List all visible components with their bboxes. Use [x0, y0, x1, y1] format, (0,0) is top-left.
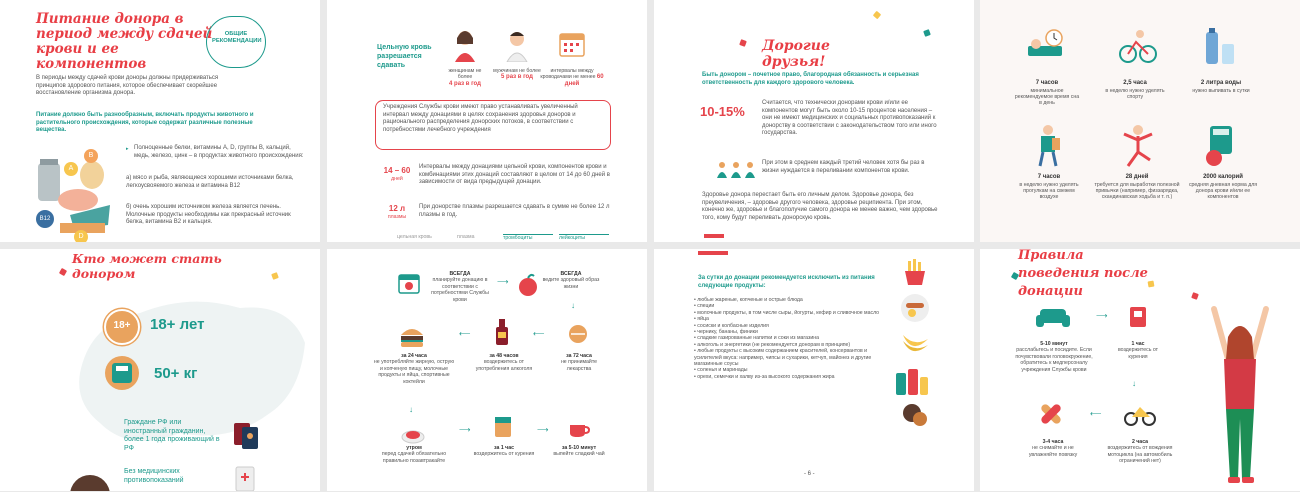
cigarettes-icon — [1126, 305, 1150, 329]
panel-before-donation: ВСЕГДА планируйте донацию в соответствии с потребностями Службы крови ВСЕГДА ведите здоровый образ жизни ⟶ ↓ за 24 часа не употребляйте жирную, острую и копченую пищу, молочные продукты и яйца, спортивные коктейли за 48 часов воздержитесь от употребления алкоголя за 72 часа не принимайте лекарства ⟵ ⟵ ↓ утром перед сдачей обязательно правильно позавтракайте за 1 час воздержитесь от курения за 5-10 минут выпейте сладкий чай ⟶ ⟶ — [327, 249, 647, 491]
always-plan-heading: ВСЕГДА — [449, 271, 471, 277]
panel-after-donation: Правила поведения после донации 5-10 минут расслабьтесь и посидите. Если почувствовали головокружение, обратитесь к медперсоналу учреждения Службы крови 1 час воздержитесь от курения ⟶ ↓ 3-4 часа не снимайте и не увлажняйте повязку 2 часа воздержитесь от вождения мотоцикла (на автомобиль ограничений нет) ⟵ — [980, 249, 1300, 491]
tab-leukocytes: лейкоциты — [559, 234, 609, 242]
scale-icon — [104, 355, 140, 391]
panel-who-can-donate — [0, 249, 320, 491]
before-1h-text: воздержитесь от курения — [473, 451, 535, 458]
men-limit-value: 5 раз в год — [501, 74, 533, 81]
habit-calories-text: средняя дневная норма для донора крови и/или ее компонентов — [1188, 181, 1258, 201]
after-1h-text: воздержитесь от курения — [1117, 347, 1159, 360]
always-healthy-text: ведите здоровый образ жизни — [542, 277, 600, 290]
habit-walk-value: 7 часов — [1037, 174, 1061, 180]
nutrition-bullet-3: б) очень хорошим источником железа является печень. Молочные продукты необходимы как прекрасный источник белка, витамина B2 и кальция. — [126, 204, 291, 225]
woman-icon — [453, 28, 477, 62]
weight-requirement: 50+ кг — [154, 365, 198, 382]
man-icon — [505, 28, 529, 62]
before-24h-heading: за 24 часа — [401, 353, 427, 359]
habit-water-value: 2 литра воды — [1200, 80, 1242, 86]
after-2h-text: воздержитесь от вождения мотоцикла (на автомобиль ограничений нет) — [1107, 445, 1173, 465]
food-item: • сладкие газированные напитки и соки из магазина — [694, 335, 820, 342]
age-badge: 18+ — [113, 320, 131, 331]
calculator-icon — [1204, 124, 1236, 168]
before-72h-heading: за 72 часа — [566, 353, 592, 359]
no-contraindications: Без медицинских противопоказаний — [124, 468, 184, 484]
whole-blood-caption: Цельную кровь разрешается сдавать — [377, 44, 432, 69]
tab-platelets: тромбоциты — [503, 234, 553, 242]
foods-heading: За сутки до донации рекомендуется исключить из питания следующие продукты: — [698, 275, 875, 289]
page-number: - 6 - — [804, 471, 815, 477]
after-5min-text: расслабьтесь и посидите. Если почувствовали головокружение, обратитесь к медперсоналу учреждения Службы крови — [1015, 347, 1093, 373]
habit-sport-text: в неделю нужно уделять спорту — [1105, 87, 1165, 100]
after-2h-heading: 2 часа — [1131, 439, 1149, 445]
interval-range-text: Интервалы между донациями цельной крови, компонентов крови и комбинациями этих донаций составляют в целом от 14 до 60 дней в зависимости от вида предыдущей донации. — [419, 164, 610, 185]
always-healthy-heading: ВСЕГДА — [560, 271, 582, 277]
exercise-icon — [1120, 124, 1156, 168]
habit-28days-value: 28 дней — [1125, 174, 1149, 180]
habit-28days-text: требуется для выработки полезной привычки (например, физзарядка, скандинавская ходьба и т. п.) — [1094, 181, 1180, 201]
food-item: • соленья и маринады — [694, 367, 748, 374]
men-limit-text: мужчинам не более — [493, 68, 541, 74]
donor-percent: 10-15% — [700, 104, 745, 119]
people-icon — [716, 160, 756, 180]
vitamin-d-badge: D — [74, 230, 88, 242]
food-item: • яйца — [694, 316, 709, 323]
food-item: • сосиски и колбасные изделия — [694, 322, 769, 329]
food-item: • орехи, семечки и халву из-за высокого содержания жира — [694, 373, 835, 380]
habit-calories-value: 2000 калорий — [1203, 174, 1243, 180]
habit-sleep-value: 7 часов — [1035, 80, 1059, 86]
plasma-limit-text: При донорстве плазмы разрешается сдавать в сумме не более 12 л плазмы в год. — [419, 204, 610, 218]
panel-dear-friends — [654, 0, 974, 242]
before-24h-text: не употребляйте жирную, острую и копченую пищу, молочные продукты и яйца, спортивные коктейли — [373, 359, 455, 385]
pill-icon — [567, 323, 589, 345]
panel-healthy-habits — [980, 0, 1300, 242]
before-48h-heading: за 48 часов — [489, 353, 519, 359]
calendar-icon — [559, 30, 585, 58]
nuts-icon — [900, 399, 930, 429]
vitamin-b-badge: B — [84, 149, 98, 163]
interval-text: интервалы между кроводачами не менее — [540, 68, 596, 81]
panel-donation-intervals — [327, 0, 647, 242]
vitamin-a-badge: A — [64, 162, 78, 176]
age-requirement: 18+ лет — [150, 316, 205, 333]
habit-water-text: нужно выпивать в сутки — [1192, 87, 1250, 94]
morning-heading: утром — [406, 445, 422, 451]
nutrition-intro: В периоды между сдачей крови доноры должны придерживаться принципов здорового питания, которое обеспечивает скорейшее восстановление организма донора. — [36, 75, 219, 96]
morning-text: перед сдачей обязательно правильно позавтракайте — [381, 451, 447, 464]
armchair-icon — [1036, 305, 1070, 329]
before-1h-heading: за 1 час — [494, 445, 514, 451]
habit-sleep-text: минимальное рекомендуемое время сна в день — [1014, 87, 1080, 107]
food-item: • любые продукты с высоким содержанием красителей, консервантов и усилителей вкуса: например, чипсы и сухарики, кетчуп, майонез и другие магазинные соусы — [694, 348, 872, 368]
recommend-badge: ОБЩИЕ РЕКОМЕНДАЦИИ — [212, 31, 262, 44]
apple-icon — [517, 273, 539, 297]
always-plan-text: планируйте донацию в соответствии с потребностями Службы крови — [431, 277, 489, 303]
women-limit-text: женщинам не более — [448, 68, 482, 81]
after-3h-heading: 3-4 часа — [1042, 439, 1064, 445]
sausage-plate-icon — [900, 293, 930, 323]
dear-friends-lead: Быть донором – почетное право, благородная обязанность и серьезная ответственность для каждого здорового человека. — [702, 72, 919, 86]
panel-nutrition: Питание донора в период между сдачей крови и ее компонентов ОБЩИЕ РЕКОМЕНДАЦИИ В периоды между сдачей крови доноры должны придерживаться принципов здорового питания, которое обеспечивает скорейшее восстановление организма донора. Питание должно быть разнообразным, включать продукты животного и растительного происхождения, которые содержат различные полезные вещества. B A B12 D ▸ Полноценные белки, витамины А, D, группы В, кальций, медь, железо, цинк – в продуктах животного происхождения: а) мясо и рыба, являющиеся хорошими источниками белка, легкоусвояемого железа и витамина B12 б) очень хорошим источником железа является печень. Молочные продукты необходимы как прекрасный источник белка, витамина B2 и кальция. — [0, 0, 320, 242]
sleep-icon — [1026, 28, 1066, 64]
fries-icon — [900, 259, 930, 285]
motorcycle-icon — [1124, 399, 1156, 427]
after-1h-heading: 1 час — [1131, 341, 1145, 347]
passport-icon — [232, 421, 260, 451]
interval-value: 60 дней — [564, 74, 604, 87]
food-item: • молочные продукты, в том числе сыры, йогурты, кефир и сливочное масло — [694, 309, 880, 316]
tab-whole-blood: цельная кровь — [397, 234, 432, 240]
nutrition-title: Питание донора в период между сдачей крови и ее компонентов — [36, 11, 213, 72]
tea-icon — [567, 419, 591, 439]
calendar-check-icon — [397, 271, 421, 295]
after-donation-title: Правила поведения после донации — [1018, 249, 1148, 299]
before-5min-text: выпейте сладкий чай — [553, 451, 605, 458]
drinks-icon — [894, 367, 930, 397]
interval-note: Учреждения Службы крови имеют право устанавливать увеличенный интервал между донациями в целях сохранения здоровья доноров и рационального распределения донорских потоков, в соответствии с потребностями лечебного учреждения — [383, 104, 578, 133]
food-item: • любые жареные, копченые и острые блюда — [694, 297, 803, 303]
plasma-limit-value: 12 л — [388, 204, 406, 213]
women-limit-value: 4 раз в год — [449, 80, 481, 87]
burger-icon — [399, 325, 425, 349]
food-item: • алкоголь и энергетики (не рекомендуется донорам в принципе) — [694, 341, 851, 348]
nutrition-bold: Питание должно быть разнообразным, включать продукты животного и растительного происхождения, которые содержат различные полезные вещества. — [36, 112, 254, 133]
alcohol-icon — [493, 317, 513, 347]
banana-icon — [900, 329, 930, 355]
habit-walk-text: в неделю нужно уделять прогулкам на свежем воздухе — [1019, 181, 1079, 201]
panel-foods-to-avoid — [654, 249, 974, 491]
no-smoking-icon — [491, 413, 515, 441]
citizenship-requirement: Граждане РФ или иностранный гражданин, более 1 года проживающий в РФ — [124, 419, 220, 452]
foods-list — [694, 297, 894, 380]
interval-range-value: 14 – 60 — [383, 166, 411, 175]
bandage-icon — [1036, 399, 1066, 429]
food-item: • чернику, бананы, финики — [694, 329, 758, 336]
nutrition-bullet-1: Полноценные белки, витамины А, D, группы В, кальций, медь, железо, цинк – в продуктах животного происхождения: — [134, 145, 304, 159]
dear-friends-title: Дорогие друзья! — [762, 38, 830, 70]
before-5min-heading: за 5-10 минут — [561, 445, 597, 451]
medical-doc-icon — [232, 465, 258, 491]
water-icon — [1202, 26, 1238, 66]
before-72h-text: не принимайте лекарства — [560, 359, 598, 372]
after-5min-heading: 5-10 минут — [1040, 341, 1068, 347]
nutrition-bullet-2: а) мясо и рыба, являющиеся хорошими источниками белка, легкоусвояемого железа и витамина B12 — [126, 175, 294, 189]
who-can-donate-title: Кто может стать донором — [72, 251, 222, 281]
donor-percent-text: Считается, что технически донорами крови и/или ее компонентов могут быть около 10-15 процентов населения – они не имеют медицинских и социальных противопоказаний к донорству в соответствии с законодательством того или иного государства. — [762, 100, 937, 136]
cycling-icon — [1118, 26, 1158, 64]
vitamin-b12-badge: B12 — [36, 210, 54, 228]
tab-plasma: плазма — [457, 234, 475, 240]
donor-health-text: Здоровье донора перестает быть его личным делом. Здоровье донора, без преувеличения, – здоровье другого человека, здоровье реципиента. При этом, конечно же, здоровье и благополучие самого донора не менее важно, чем здоровье того, кому будут переливать донорскую кровь. — [702, 192, 938, 221]
before-48h-text: воздержитесь от употребления алкоголя — [475, 359, 533, 372]
plasma-limit-unit: плазмы — [387, 214, 407, 220]
after-3h-text: не снимайте и не увлажняйте повязку — [1028, 445, 1078, 458]
interval-range-unit: дней — [391, 176, 403, 182]
food-item: • специи — [694, 303, 715, 310]
hiking-icon — [1032, 124, 1064, 168]
happy-donor-illustration — [1204, 299, 1276, 491]
habit-sport-value: 2,5 часа — [1123, 80, 1147, 86]
transfusion-text: При этом в среднем каждый третий человек хотя бы раз в жизни нуждается в переливании компонентов крови. — [762, 160, 925, 174]
breakfast-icon — [401, 425, 425, 445]
